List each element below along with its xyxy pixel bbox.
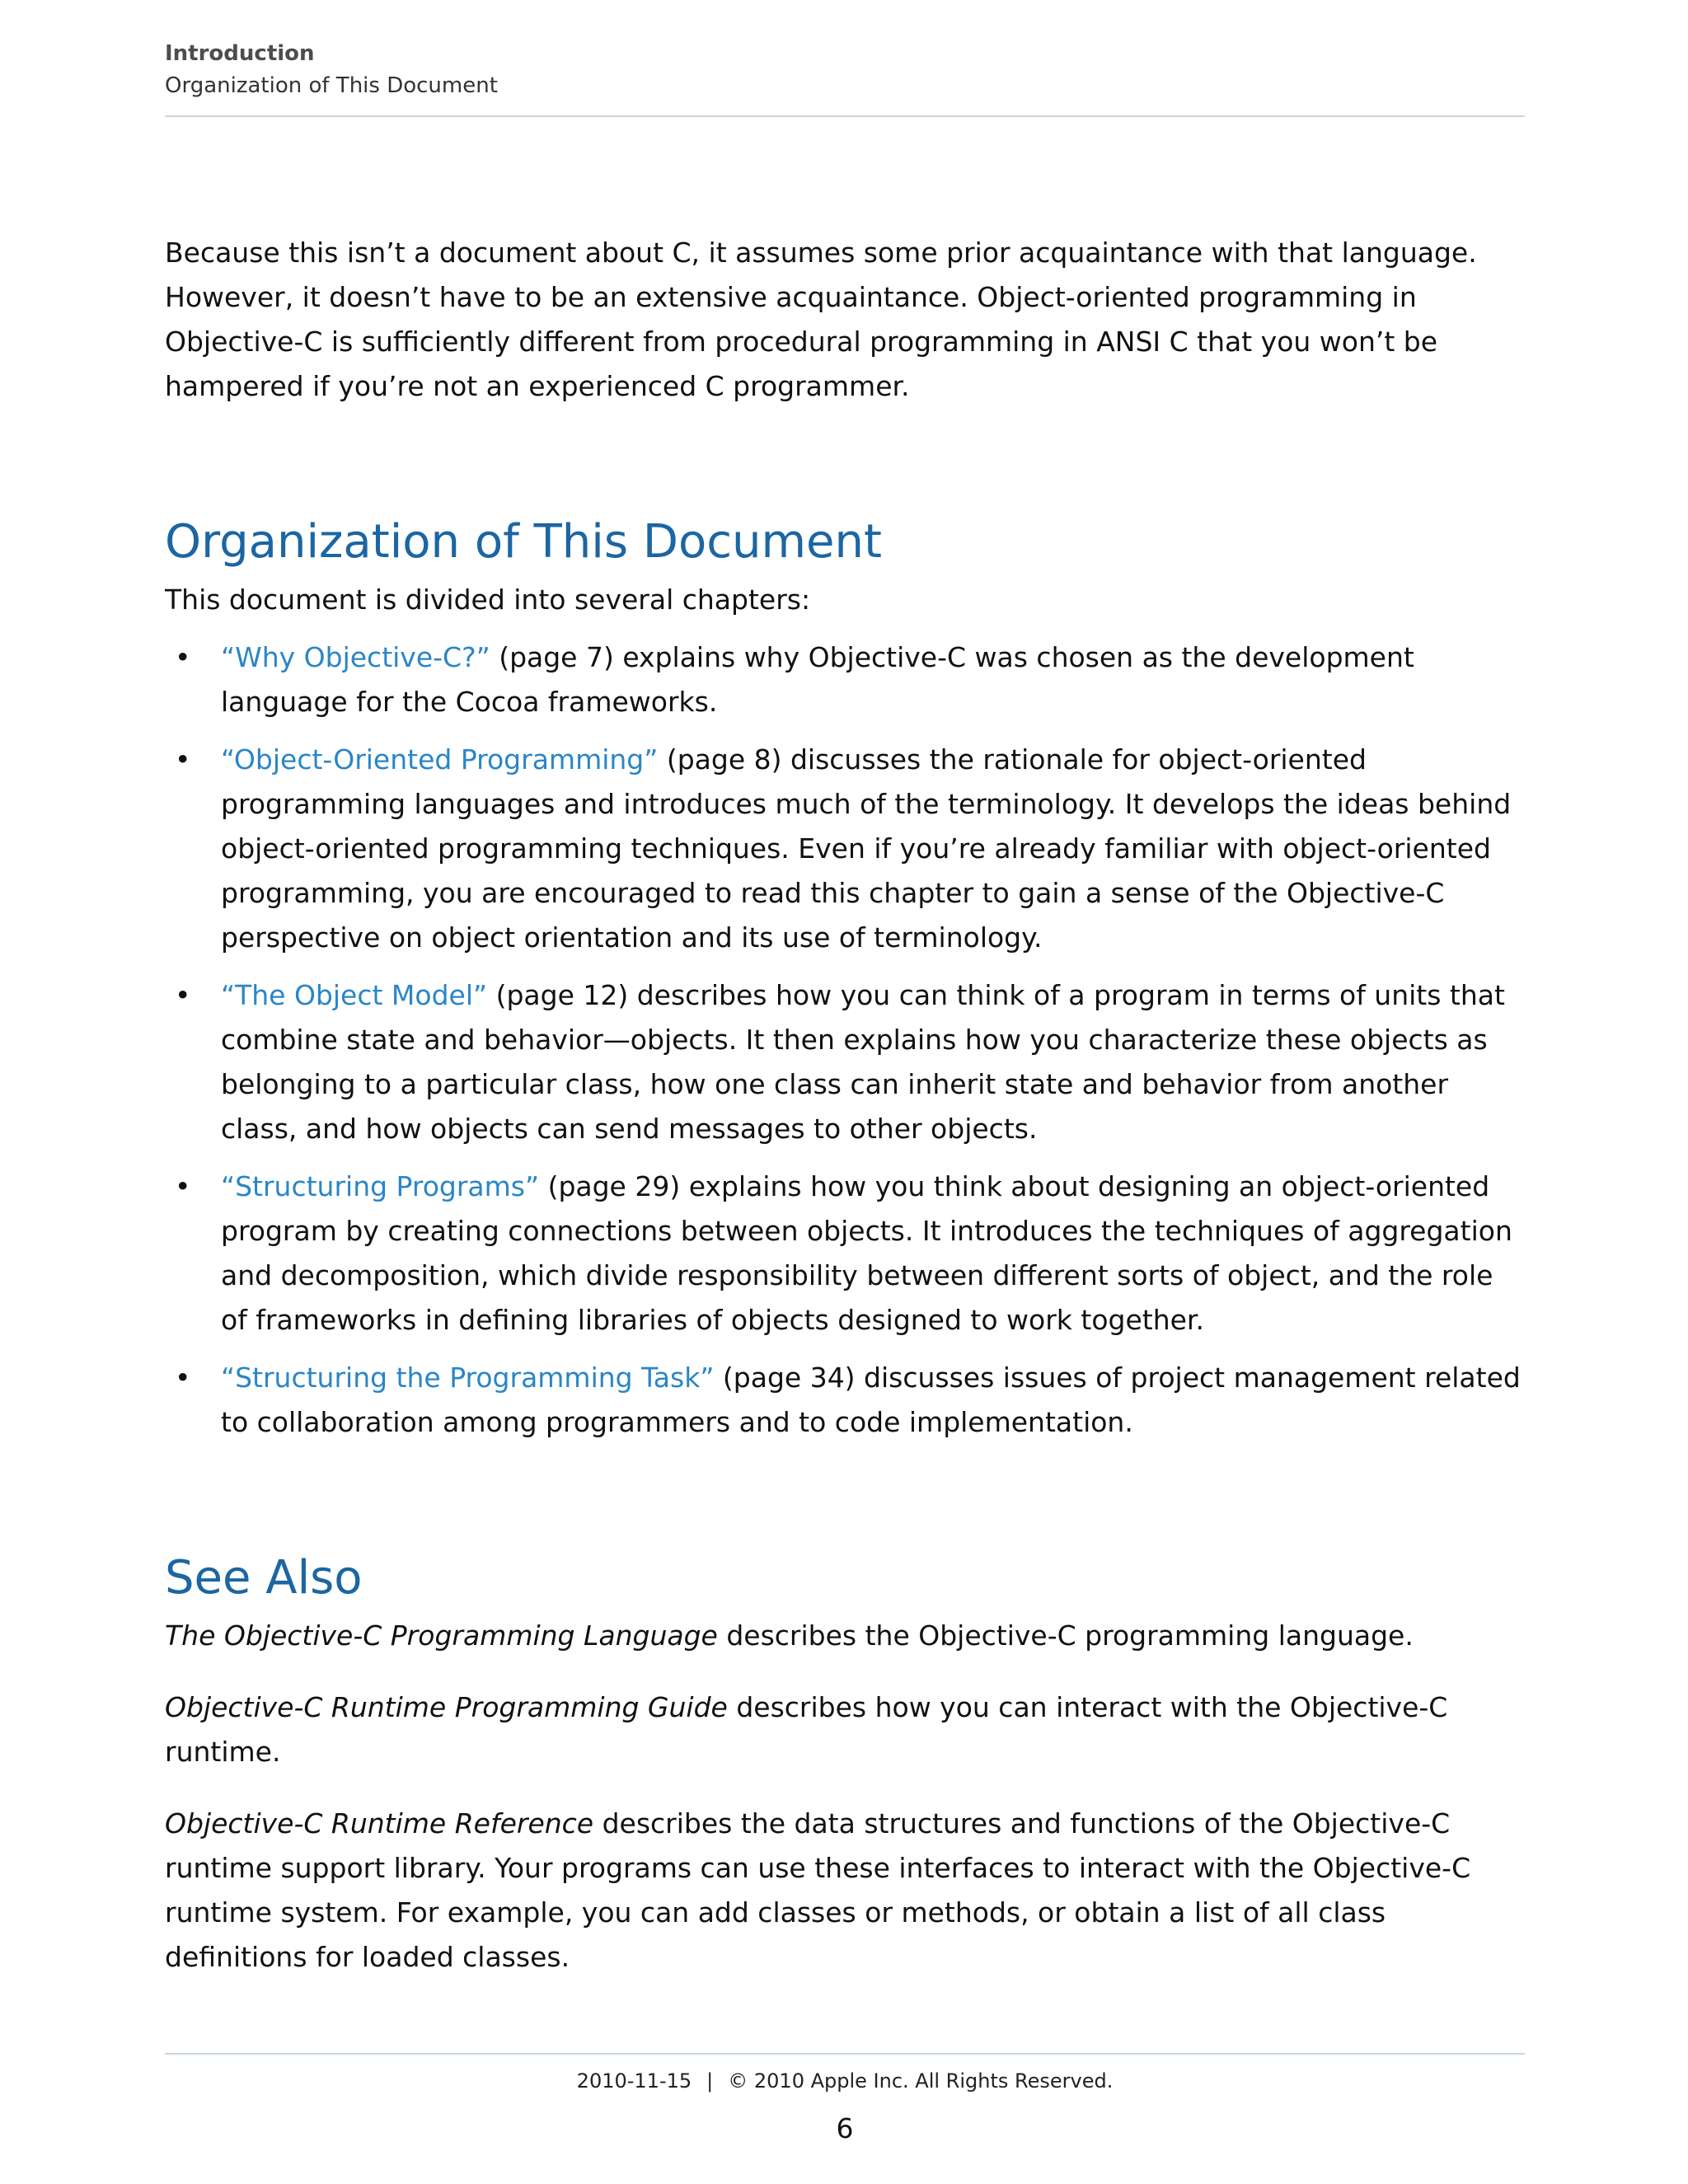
footer-copyright: © 2010 Apple Inc. All Rights Reserved. [728,2069,1114,2093]
bullet-icon: • [175,1361,191,1394]
see-also-entry [165,1685,1525,1774]
link-object-oriented-programming[interactable]: “Object-Oriented Programming” [221,743,659,776]
footer-date: 2010-11-15 [576,2069,692,2093]
page-footer [165,2053,1525,2145]
book-description: describes the data structures and functions of the Objective-C runtime support library. Your programs can use these interfaces to interact with the Objective-C runtime system. For example, you can add classes or methods, or obtain a list of all class definitions for loaded classes. [165,1807,1471,1973]
chapter-description: (page 34) discusses issues of project management related to collaboration among programmers and to code implementation. [221,1361,1521,1438]
organization-intro: This document is divided into several chapters: [165,583,811,616]
bullet-icon: • [175,641,191,673]
page-content [165,231,1525,2007]
footer-copyright-line [165,2068,1525,2094]
header-chapter-title: Introduction [165,41,315,66]
chapter-description: (page 29) explains how you think about designing an object-oriented program by creating connections between objects. It introduces the techniques of aggregation and decomposition, which divide responsibility between different sorts of object, and the role of frameworks in defining libraries of objects designed to work together. [221,1170,1512,1336]
page-number: 6 [836,2112,854,2144]
chapter-list-item [165,973,1525,1151]
chapter-list [165,635,1525,1445]
link-structuring-programs[interactable]: “Structuring Programs” [221,1170,540,1202]
bullet-icon: • [175,979,191,1011]
chapter-description: (page 7) explains why Objective-C was chosen as the development language for the Cocoa frameworks. [221,641,1414,718]
see-also-entry [165,1802,1525,1980]
see-also-entry [165,1614,1525,1658]
organization-heading: Organization of This Document [165,515,882,569]
intro-paragraph: Because this isn’t a document about C, it assumes some prior acquaintance with that language. However, it doesn’t have to be an extensive acquaintance. Object-oriented programming in Objective-C is sufficiently different from procedural programming in ANSI C that you won’t be hampered if you’re not an experienced C programmer. [165,237,1477,402]
book-title: Objective-C Runtime Programming Guide [165,1691,728,1723]
link-why-objective-c[interactable]: “Why Objective-C?” [221,641,490,673]
book-description: describes how you can interact with the Objective-C runtime. [165,1691,1448,1768]
running-header [165,40,1525,117]
chapter-list-item [165,1165,1525,1343]
book-title: The Objective-C Programming Language [165,1619,718,1652]
header-section-title: Organization of This Document [165,73,498,98]
chapter-list-item [165,635,1525,724]
document-page [165,0,1525,2184]
chapter-list-item [165,738,1525,960]
see-also-heading: See Also [165,1551,363,1605]
book-title: Objective-C Runtime Reference [165,1807,594,1840]
link-the-object-model[interactable]: “The Object Model” [221,979,488,1011]
chapter-description: (page 12) describes how you can think of a program in terms of units that combine state and behavior—objects. It then explains how you characterize these objects as belonging to a particular class, how one class can inherit state and behavior from another class, and how objects can send messages to other objects. [221,979,1505,1145]
chapter-list-item [165,1356,1525,1445]
book-description: describes the Objective-C programming language. [717,1619,1414,1652]
footer-separator: | [706,2069,714,2093]
chapter-description: (page 8) discusses the rationale for object-oriented programming languages and introduces much of the terminology. It develops the ideas behind object-oriented programming techniques. Even if you’re already familiar with object-oriented programming, you are encouraged to read this chapter to gain a sense of the Objective-C perspective on object orientation and its use of terminology. [221,743,1512,954]
link-structuring-the-programming-task[interactable]: “Structuring the Programming Task” [221,1361,715,1394]
bullet-icon: • [175,743,191,776]
bullet-icon: • [175,1170,191,1202]
